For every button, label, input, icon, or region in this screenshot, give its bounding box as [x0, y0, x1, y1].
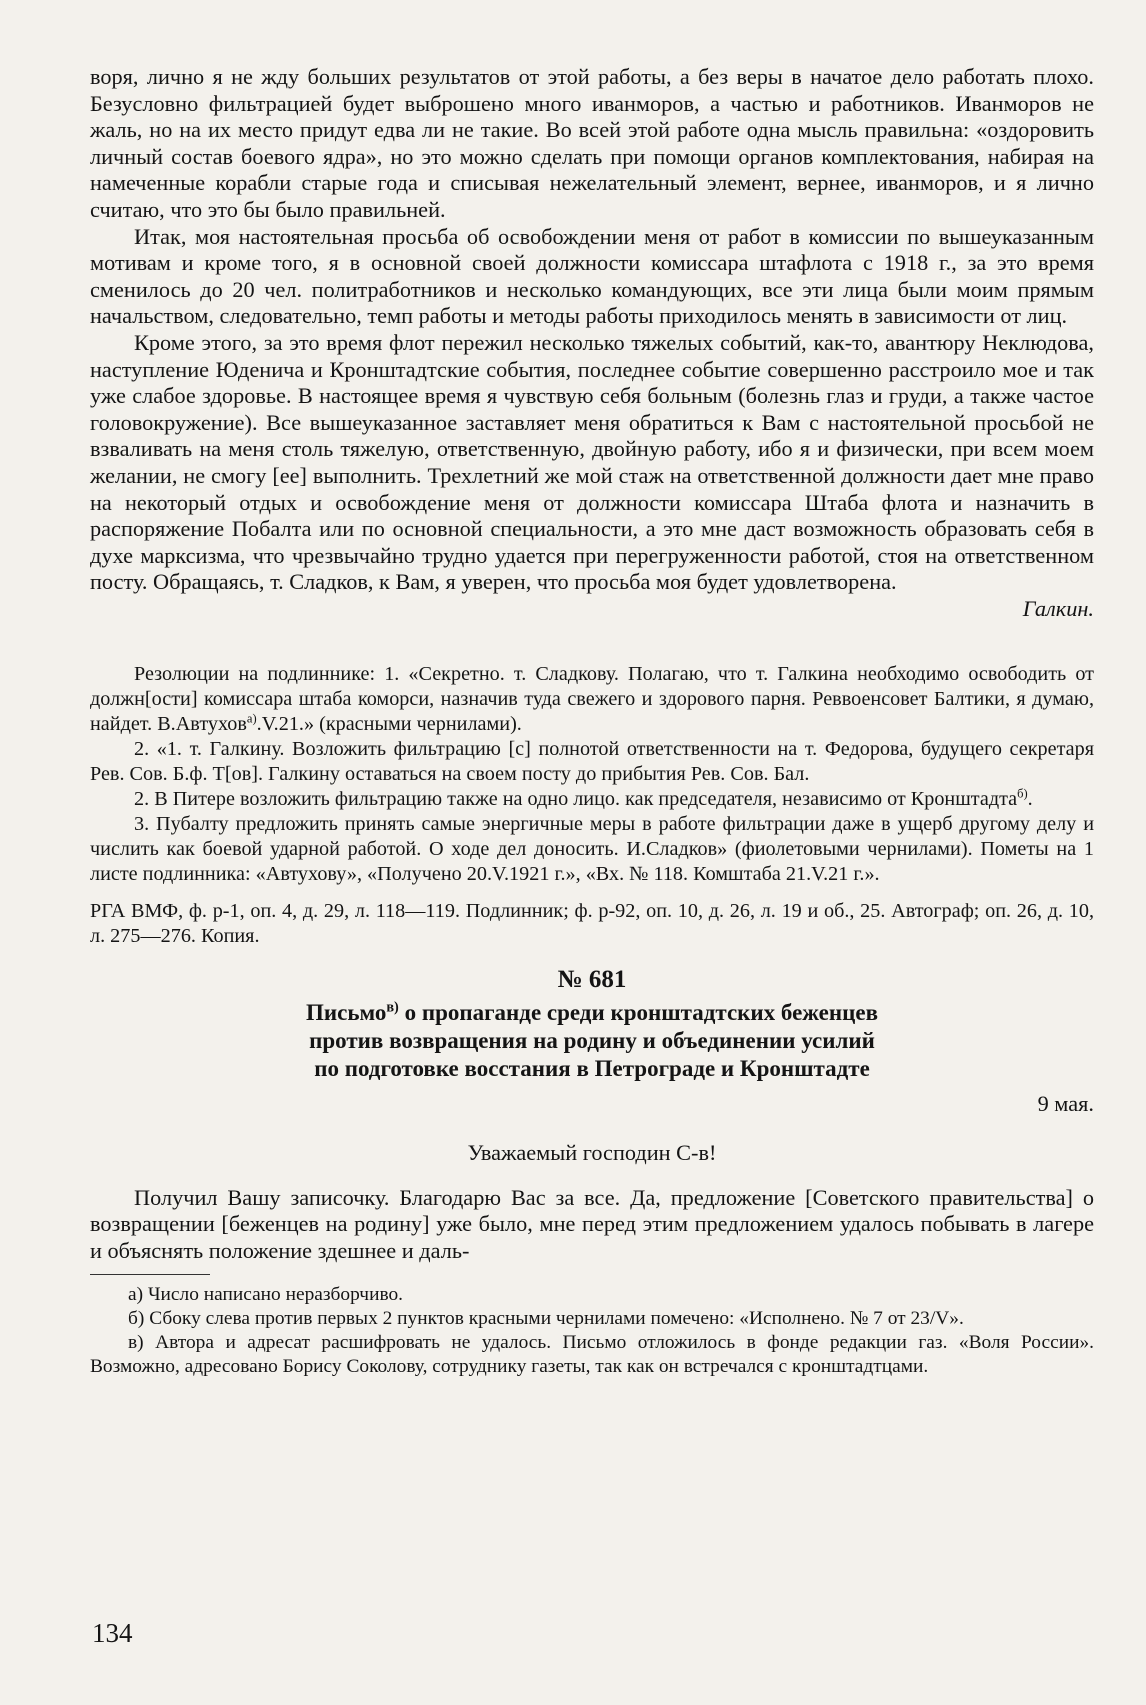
footnote-mark: в)	[128, 1332, 144, 1354]
letter-body	[90, 64, 1094, 622]
footnotes	[90, 1283, 1094, 1379]
document-number: № 681	[557, 966, 627, 994]
footnote-v	[90, 1331, 1094, 1379]
title-line-1	[170, 999, 1014, 1027]
archive-reference-block	[90, 899, 1094, 949]
footnote-mark: б)	[128, 1308, 145, 1330]
signature: Галкин.	[1022, 595, 1094, 621]
salutation: Уважаемый господин С-в!	[467, 1140, 717, 1166]
resolution-2: 2. «1. т. Галкину. Возложить фильтрацию [с] полнотой ответственности на т. Федорова, будущего секретаря Рев. Сов. Б.ф. Т[ов]. Галкину оставаться на своем посту до прибытия Рев. Сов. Бал.	[90, 738, 1094, 786]
document-body	[90, 1185, 1094, 1265]
archive-reference: РГА ВМФ, ф. р-1, оп. 4, д. 29, л. 118—119. Подлинник; ф. р-92, оп. 10, д. 26, л. 19 и об., 25. Автограф; оп. 26, д. 10, л. 275—276. Копия.	[90, 900, 1094, 948]
footnote-mark: а)	[128, 1284, 144, 1306]
footnote-a	[90, 1283, 1094, 1307]
title-line-3: по подготовке восстания в Петрограде и Кронштадте	[314, 1056, 870, 1082]
title-word: Письмо	[305, 1000, 387, 1026]
letter-paragraph: Кроме этого, за это время флот пережил несколько тяжелых событий, как-то, авантюру Неклюдова, наступление Юденича и Кронштадтские события, последнее событие совершенно расстроило мое и так уже слабое здоровье. В настоящее время я чувствую себя больным (болезнь глаз и груди, а также частое головокружение). Все вышеуказанное заставляет меня обратиться к Вам с настоятельной просьбой не взваливать на меня столь тяжелую, ответственную, двойную работу, ибо я и физически, при всем моем желании, не смогу [ее] выполнить. Трехлетний же мой стаж на ответственной должности дает мне право на некоторый отдых и освобождение меня от должности комиссара Штаба флота и назначить в распоряжение Побалта или по основной специальности, а это мне даст возможность образовать себя в духе марксизма, что чрезвычайно трудно удается при перегруженности работой, стоя на ответственном посту. Обращаясь, т. Сладков, к Вам, я уверен, что просьба моя будет удовлетворена.	[90, 329, 1094, 595]
document-paragraph: Получил Вашу записочку. Благодарю Вас за все. Да, предложение [Советского правительства] о возвращении [беженцев на родину] уже было, мне перед этим предложением удалось побывать в лагере и объяснять положение здешнее и даль-	[90, 1184, 1094, 1263]
footnote-text: Автора и адресат расшифровать не удалось. Письмо отложилось в фонде редакции газ. «Воля России». Возможно, адресовано Борису Соколову, сотруднику газеты, так как он встречался с кронштадтцами.	[90, 1332, 1094, 1378]
title-line-2: против возвращения на родину и объединении усилий	[309, 1028, 875, 1054]
footnote-ref-a: а)	[246, 711, 257, 726]
resolution-1	[90, 662, 1094, 737]
letter-paragraph: Итак, моя настоятельная просьба об освобождении меня от работ в комиссии по вышеуказанным мотивам и кроме того, я в основной своей должности комиссара штафлота с 1918 г., за это время сменилось до 20 чел. политработников и несколько командующих, все эти лица были моим прямым начальством, следовательно, темп работы и методы работы приходилось менять в зависимости от лиц.	[90, 223, 1094, 329]
document-date: 9 мая.	[1037, 1091, 1094, 1117]
title-line-1-rest: о пропаганде среди кронштадтских беженцев	[398, 1000, 879, 1026]
resolution-3-tail: .	[1027, 788, 1033, 811]
resolution-1-text: Резолюции на подлиннике: 1. «Секретно. т. Сладкову. Полагаю, что т. Галкина необходимо освободить от должн[ости] комиссара штаба коморси, назначив туда свежего и здорового парня. Реввоенсовет Балтики, я думаю, найдет. В.Автухов	[90, 663, 1094, 736]
resolution-3-text: 2. В Питере возложить фильтрацию также на одно лицо. как председателя, независимо от Кронштадта	[134, 788, 1018, 811]
footnote-ref-b: б)	[1017, 786, 1028, 801]
footnote-b	[90, 1307, 1094, 1331]
resolution-4: 3. Пубалту предложить принять самые энергичные меры в работе фильтрации даже в ущерб другому делу и числить как боевой ударной работой. О ходе дел доносить. И.Сладков» (фиолетовыми чернилами). Пометы на 1 листе подлинника: «Автухову», «Получено 20.V.1921 г.», «Вх. № 118. Комштаба 21.V.21 г.».	[90, 813, 1094, 886]
resolution-1-tail: .V.21.» (красными чернилами).	[256, 713, 522, 736]
footnote-text: Сбоку слева против первых 2 пунктов красными чернилами помечено: «Исполнено. № 7 от 23/V».	[149, 1308, 964, 1330]
footnote-text: Число написано неразборчиво.	[147, 1284, 404, 1306]
resolutions-block	[90, 662, 1094, 949]
letter-paragraph: воря, лично я не жду больших результатов от этой работы, а без веры в начатое дело работать плохо. Безусловно фильтрацией будет выброшено много иванморов, а частью и работников. Иванморов не жаль, но на их место придут едва ли не такие. Во всей этой работе одна мысль правильна: «оздоровить личный состав боевого ядра», но это можно сделать при помощи органов комплектования, набирая на намеченные корабли старые года и списывая нежелательный элемент, вернее, иванморов, и я лично считаю, что это бы было правильней.	[90, 64, 1094, 222]
footnote-divider	[90, 1274, 210, 1275]
page-number: 134	[92, 1618, 133, 1648]
resolution-3	[90, 787, 1094, 812]
document-title	[170, 999, 1014, 1083]
footnote-ref-v: в)	[386, 999, 399, 1016]
